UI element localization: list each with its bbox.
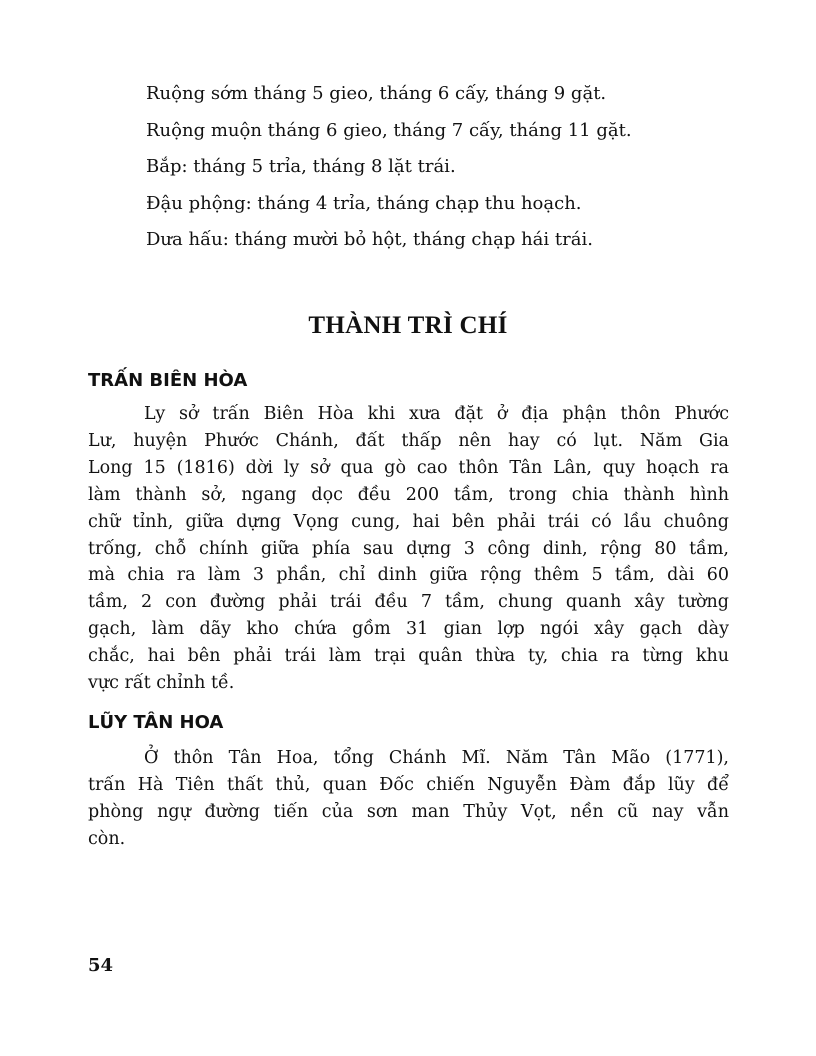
paragraph-line: vực rất chỉnh tề. (88, 673, 235, 694)
page-number: 54 (88, 955, 114, 976)
paragraph-line: Lư, huyện Phước Chánh, đất thấp nên hay có lụt. Năm Gia (88, 430, 729, 451)
planting-calendar-list (146, 76, 746, 259)
paragraph-line: trống, chỗ chính giữa phía sau dựng 3 công dinh, rộng 80 tầm, (88, 538, 729, 559)
list-item: Đậu phộng: tháng 4 trỉa, tháng chạp thu hoạch. (146, 192, 582, 214)
paragraph-line: Ở thôn Tân Hoa, tổng Chánh Mĩ. Năm Tân Mão (1771), (144, 748, 729, 768)
paragraph-line: phòng ngự đường tiến của sơn man Thủy Vọt, nền cũ nay vẫn (88, 801, 729, 822)
list-item: Dưa hấu: tháng mười bỏ hột, tháng chạp hái trái. (146, 229, 593, 250)
section-heading-tran-bien-hoa: TRẤN BIÊN HÒA (88, 370, 248, 391)
list-item: Bắp: tháng 5 trỉa, tháng 8 lặt trái. (146, 156, 456, 177)
paragraph-line: tầm, 2 con đường phải trái đều 7 tầm, chung quanh xây tường (88, 592, 729, 613)
paragraph-line: mà chia ra làm 3 phần, chỉ dinh giữa rộng thêm 5 tầm, dài 60 (88, 565, 729, 586)
paragraph-tran-bien-hoa (88, 401, 729, 697)
paragraph-line: Ly sở trấn Biên Hòa khi xưa đặt ở địa phận thôn Phước (144, 404, 729, 424)
paragraph-line: gạch, làm dãy kho chứa gồm 31 gian lợp ngói xây gạch dày (88, 619, 729, 640)
paragraph-line: trấn Hà Tiên thất thủ, quan Đốc chiến Nguyễn Đàm đắp lũy để (88, 774, 729, 795)
paragraph-line: chắc, hai bên phải trái làm trại quân thừa ty, chia ra từng khu (88, 646, 729, 667)
chapter-title: THÀNH TRÌ CHÍ (308, 312, 508, 339)
paragraph-line: chữ tỉnh, giữa dựng Vọng cung, hai bên phải trái có lầu chuông (88, 511, 729, 532)
paragraph-luy-tan-hoa (88, 745, 729, 853)
paragraph-line: Long 15 (1816) dời ly sở qua gò cao thôn Tân Lân, quy hoạch ra (88, 457, 729, 478)
list-item: Ruộng muộn tháng 6 gieo, tháng 7 cấy, tháng 11 gặt. (146, 119, 632, 141)
paragraph-line: còn. (88, 828, 126, 849)
paragraph-line: làm thành sở, ngang dọc đều 200 tầm, trong chia thành hình (88, 484, 729, 505)
section-heading-luy-tan-hoa: LŨY TÂN HOA (88, 712, 224, 733)
list-item: Ruộng sớm tháng 5 gieo, tháng 6 cấy, tháng 9 gặt. (146, 83, 607, 104)
